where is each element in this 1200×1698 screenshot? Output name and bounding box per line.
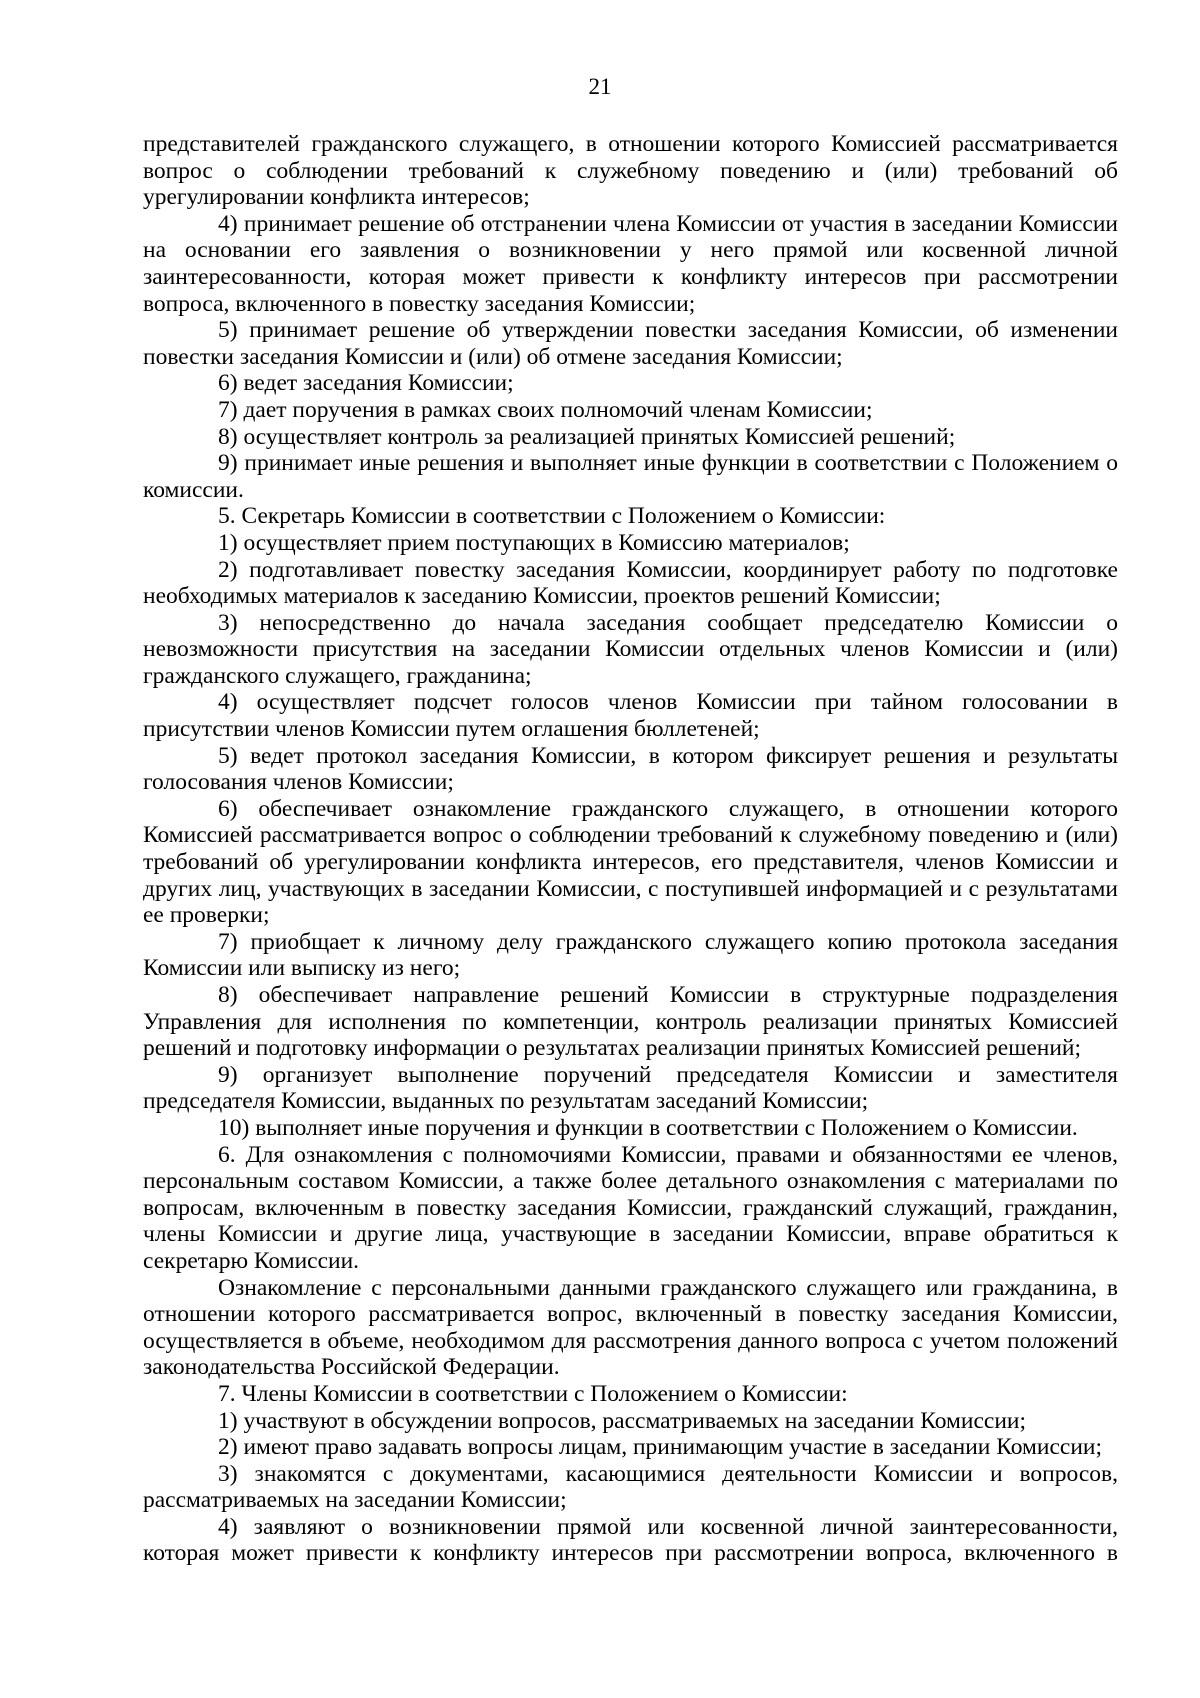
paragraph: 6) обеспечивает ознакомление гражданского служащего, в отношении которого Комиссией рассматривается вопрос о соблюдении требований к служебному поведению и (или) требований об урегулировании конфликта интересов, его представителя, членов Комиссии и других лиц, участвующих в заседании Комиссии, с поступившей информацией и с результатами ее проверки; (143, 795, 1118, 929)
document-body (143, 131, 1118, 1567)
paragraph: 7. Члены Комиссии в соответствии с Положением о Комиссии: (218, 1380, 848, 1407)
paragraph: 6. Для ознакомления с полномочиями Комиссии, правами и обязанностями ее членов, персональным составом Комиссии, а также более детального ознакомления с материалами по вопросам, включенным в повестку заседания Комиссии, гражданский служащий, гражданин, члены Комиссии и другие лица, участвующие в заседании Комиссии, вправе обратиться к секретарю Комиссии. (143, 1141, 1118, 1274)
paragraph: 7) дает поручения в рамках своих полномочий членам Комиссии; (218, 396, 873, 423)
paragraph: 2) имеют право задавать вопросы лицам, принимающим участие в заседании Комиссии; (218, 1434, 1103, 1461)
paragraph: 1) участвуют в обсуждении вопросов, рассматриваемых на заседании Комиссии; (218, 1407, 1027, 1434)
paragraph: 7) приобщает к личному делу гражданского служащего копию протокола заседания Комиссии или выписку из него; (143, 928, 1118, 982)
paragraph: 5) принимает решение об утверждении повестки заседания Комиссии, об изменении повестки заседания Комиссии и (или) об отмене заседания Комиссии; (143, 317, 1118, 370)
paragraph: 4) принимает решение об отстранении члена Комиссии от участия в заседании Комиссии на основании его заявления о возникновении у него прямой или косвенной личной заинтересованности, которая может привести к конфликту интересов при рассмотрении вопроса, включенного в повестку заседания Комиссии; (143, 210, 1118, 317)
paragraph: 8) обеспечивает направление решений Комиссии в структурные подразделения Управления для исполнения по компетенции, контроль реализации принятых Комиссией решений и подготовку информации о результатах реализации принятых Комиссией решений; (143, 982, 1118, 1062)
paragraph: Ознакомление с персональными данными гражданского служащего или гражданина, в отношении которого рассматривается вопрос, включенный в повестку заседания Комиссии, осуществляется в объеме, необходимом для рассмотрения данного вопроса с учетом положений законодательства Российской Федерации. (143, 1274, 1118, 1381)
paragraph: 5. Секретарь Комиссии в соответствии с Положением о Комиссии: (218, 503, 886, 530)
page-number: 21 (588, 74, 612, 99)
paragraph: 10) выполняет иные поручения и функции в соответствии с Положением о Комиссии. (218, 1114, 1078, 1141)
paragraph: 4) осуществляет подсчет голосов членов Комиссии при тайном голосовании в присутствии членов Комиссии путем оглашения бюллетеней; (143, 689, 1118, 743)
paragraph: 3) непосредственно до начала заседания сообщает председателю Комиссии о невозможности присутствия на заседании Комиссии отдельных членов Комиссии и (или) гражданского служащего, гражданина; (143, 609, 1118, 689)
paragraph: 9) организует выполнение поручений председателя Комиссии и заместителя председателя Комиссии, выданных по результатам заседаний Комиссии; (143, 1061, 1118, 1115)
paragraph: 9) принимает иные решения и выполняет иные функции в соответствии с Положением о комиссии. (143, 450, 1118, 503)
paragraph: 4) заявляют о возникновении прямой или косвенной личной заинтересованности, которая может привести к конфликту интересов при рассмотрении вопроса, включенного в (143, 1513, 1118, 1567)
paragraph: представителей гражданского служащего, в отношении которого Комиссией рассматривается вопрос о соблюдении требований к служебному поведению и (или) требований об урегулировании конфликта интересов; (143, 131, 1118, 211)
paragraph: 1) осуществляет прием поступающих в Комиссию материалов; (218, 529, 850, 556)
paragraph: 5) ведет протокол заседания Комиссии, в котором фиксирует решения и результаты голосования членов Комиссии; (143, 742, 1118, 796)
paragraph: 8) осуществляет контроль за реализацией принятых Комиссией решений; (218, 423, 956, 450)
paragraph: 2) подготавливает повестку заседания Комиссии, координирует работу по подготовке необходимых материалов к заседанию Комиссии, проектов решений Комиссии; (143, 556, 1118, 610)
paragraph: 6) ведет заседания Комиссии; (218, 370, 514, 397)
paragraph: 3) знакомятся с документами, касающимися деятельности Комиссии и вопросов, рассматриваемых на заседании Комиссии; (143, 1460, 1118, 1514)
